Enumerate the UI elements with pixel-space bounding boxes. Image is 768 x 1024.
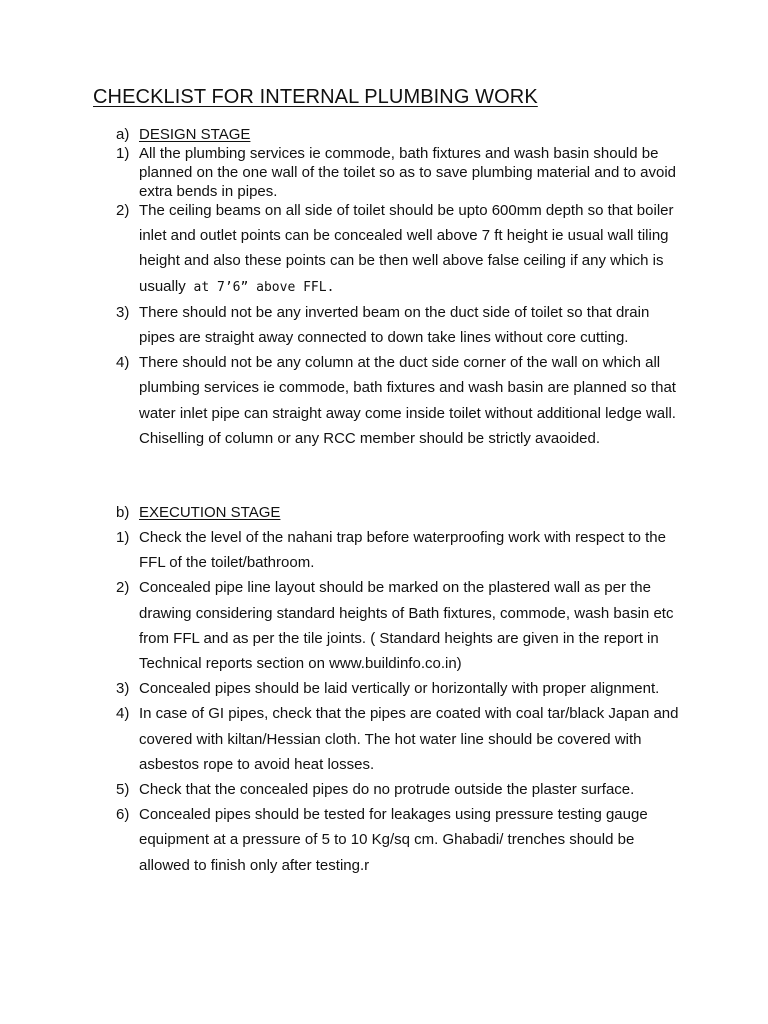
list-item	[116, 300, 686, 350]
section-heading	[116, 125, 686, 144]
item-number: 2)	[116, 202, 130, 219]
section-heading-text: EXECUTION STAGE	[139, 504, 281, 521]
item-text: Check the level of the nahani trap before waterproofing work with respect to the FFL of the toilet/bathroom.	[139, 529, 666, 572]
section-design-stage	[116, 125, 686, 451]
list-item	[116, 198, 686, 300]
list-item	[116, 525, 686, 575]
item-number: 3)	[116, 680, 130, 698]
section-heading	[116, 503, 686, 522]
list-item	[116, 144, 686, 201]
section-heading-text: DESIGN STAGE	[139, 126, 251, 143]
section-marker: b)	[116, 504, 130, 521]
section-marker: a)	[116, 126, 130, 143]
list-item	[116, 777, 686, 802]
document-title: CHECKLIST FOR INTERNAL PLUMBING WORK	[93, 86, 538, 108]
list-item	[116, 802, 686, 878]
item-text: Concealed pipes should be laid vertically or horizontally with proper alignment.	[139, 680, 660, 698]
item-number: 6)	[116, 806, 130, 824]
item-number: 3)	[116, 303, 130, 321]
item-text: All the plumbing services ie commode, bath fixtures and wash basin should be planned on the one wall of the toilet so as to save plumbing material and to avoid extra bends in pipes.	[139, 145, 677, 200]
item-text-tail: at 7’6” above FFL.	[185, 279, 335, 295]
item-number: 1)	[116, 529, 130, 546]
item-number: 4)	[116, 354, 130, 372]
item-number: 5)	[116, 781, 130, 799]
list-item	[116, 701, 686, 777]
item-text: In case of GI pipes, check that the pipes are coated with coal tar/black Japan and covered with kiltan/Hessian cloth. The hot water line should be covered with asbestos rope to avoid heat losses.	[139, 705, 679, 773]
list-item	[116, 676, 686, 701]
item-text: There should not be any column at the duct side corner of the wall on which all plumbing services ie commode, bath fixtures and wash basin are planned so that water inlet pipe can straight away come inside toilet without additional ledge wall. Chiselling of column or any RCC member should be strictly avaoided.	[139, 354, 676, 447]
section-execution-stage	[116, 503, 686, 878]
list-item	[116, 350, 686, 451]
item-number: 2)	[116, 579, 130, 597]
list-item	[116, 575, 686, 676]
item-text-wrap	[139, 198, 686, 300]
item-text: The ceiling beams on all side of toilet should be upto 600mm depth so that boiler inlet and outlet points can be concealed well above 7 ft height ie usual wall tiling height and also these points can be then well above false ceiling if any which is usually	[139, 202, 674, 295]
item-text: Check that the concealed pipes do no protrude outside the plaster surface.	[139, 781, 635, 799]
item-number: 1)	[116, 145, 130, 162]
item-text: Concealed pipes should be tested for leakages using pressure testing gauge equipment at a pressure of 5 to 10 Kg/sq cm. Ghabadi/ trenches should be allowed to finish only after testing.r	[139, 806, 648, 874]
item-number: 4)	[116, 705, 130, 723]
item-text: There should not be any inverted beam on the duct side of toilet so that drain pipes are straight away connected to down take lines without core cutting.	[139, 303, 650, 347]
item-text: Concealed pipe line layout should be marked on the plastered wall as per the drawing considering standard heights of Bath fixtures, commode, wash basin etc from FFL and as per the tile joints. ( Standard heights are given in the report in Technical reports section on www.buildinfo.co.in)	[139, 579, 674, 673]
